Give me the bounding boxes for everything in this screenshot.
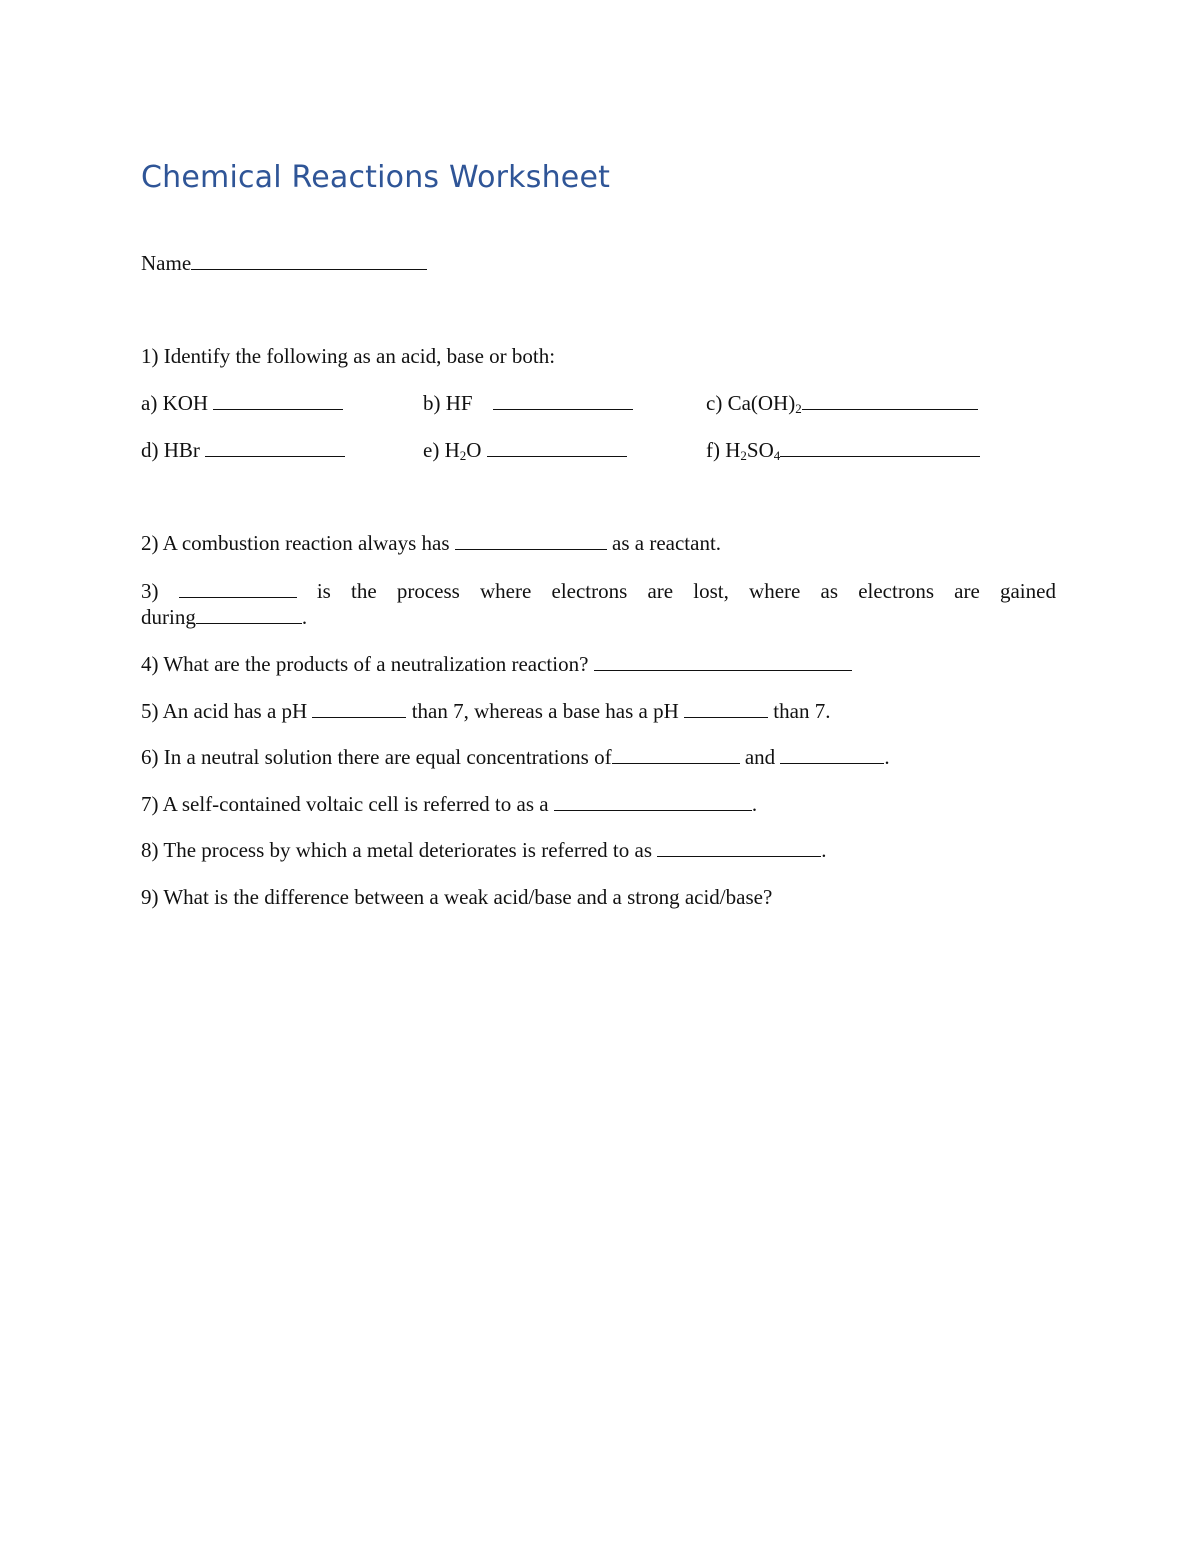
question-3-word: lost,: [693, 579, 729, 603]
question-3-word: process: [396, 579, 460, 603]
q1-item-c: [706, 390, 978, 416]
question-7-period: .: [751, 792, 758, 816]
q1-item-d: [141, 437, 345, 463]
question-3-word: where: [749, 579, 801, 603]
question-5-text-1: 5) An acid has a pH: [141, 699, 308, 723]
q1-item-a-label: a) KOH: [141, 391, 209, 415]
q1-item-f-label: f) H: [706, 438, 741, 462]
question-6-text-2: and: [744, 745, 776, 769]
question-3-blank-2[interactable]: [196, 605, 302, 624]
question-8-blank[interactable]: [657, 838, 821, 857]
question-3-word: electrons: [551, 579, 628, 603]
question-3-word: the: [351, 579, 377, 603]
question-3-during: during: [141, 605, 196, 629]
q1-item-a-blank[interactable]: [213, 391, 343, 410]
question-4-blank[interactable]: [594, 652, 852, 671]
q1-item-f-subscript-1: 2: [740, 448, 747, 463]
q1-item-a: [141, 390, 343, 416]
question-3-blank-1[interactable]: [179, 579, 297, 598]
q1-item-e-subscript: 2: [459, 448, 467, 463]
q1-item-b: [423, 390, 633, 416]
question-7-blank[interactable]: [554, 792, 752, 811]
q1-item-f-subscript-2: 4: [773, 448, 781, 463]
question-6-period: .: [884, 745, 890, 769]
question-3-word: as: [820, 579, 839, 603]
q1-item-d-label: d) HBr: [141, 438, 200, 462]
question-3-line-2: [141, 604, 307, 630]
q1-item-e-label: e) H: [423, 438, 460, 462]
name-label: Name: [141, 251, 192, 275]
question-5-blank-1[interactable]: [312, 699, 406, 718]
q1-item-e-blank[interactable]: [487, 438, 627, 457]
question-6: [141, 744, 890, 770]
question-3-word: are: [954, 579, 980, 603]
name-blank[interactable]: [191, 251, 427, 270]
question-2-blank[interactable]: [455, 531, 607, 550]
question-3-line-1: [141, 578, 1056, 604]
question-8-text: 8) The process by which a metal deteriorates is referred to as: [141, 838, 652, 862]
question-6-text-1: 6) In a neutral solution there are equal concentrations of: [141, 745, 612, 769]
question-5: [141, 698, 830, 724]
question-7: [141, 791, 757, 817]
question-2-text-after: as a reactant.: [612, 531, 722, 555]
q1-item-b-blank[interactable]: [493, 391, 633, 410]
question-2-text-before: 2) A combustion reaction always has: [141, 531, 450, 555]
q1-item-f: [706, 437, 980, 463]
name-row: [141, 250, 427, 276]
question-7-text: 7) A self-contained voltaic cell is referred to as a: [141, 792, 549, 816]
question-3-word: is: [316, 579, 331, 603]
q1-item-f-blank[interactable]: [780, 438, 980, 457]
question-5-blank-2[interactable]: [684, 699, 768, 718]
q1-item-c-subscript: 2: [795, 401, 802, 416]
q1-item-b-label: b) HF: [423, 391, 473, 415]
q1-item-f-suffix: SO: [746, 438, 774, 462]
question-3-word: are: [647, 579, 674, 603]
page-title: Chemical Reactions Worksheet: [141, 160, 611, 195]
q1-item-e-suffix: O: [466, 438, 482, 462]
question-4-text: 4) What are the products of a neutralization reaction?: [141, 652, 589, 676]
question-3-number: 3): [141, 579, 159, 603]
question-8-period: .: [821, 838, 827, 862]
question-6-blank-2[interactable]: [780, 745, 884, 764]
question-8: [141, 837, 827, 863]
question-9: 9) What is the difference between a weak acid/base and a strong acid/base?: [141, 885, 773, 909]
question-2: [141, 530, 721, 556]
question-1-prompt: 1) Identify the following as an acid, base or both:: [141, 344, 556, 368]
question-4: [141, 651, 852, 677]
q1-item-c-blank[interactable]: [802, 391, 978, 410]
q1-item-e: [423, 437, 627, 463]
question-5-text-2: than 7, whereas a base has a pH: [411, 699, 679, 723]
q1-item-d-blank[interactable]: [205, 438, 345, 457]
question-3-period: .: [301, 605, 308, 629]
q1-item-c-label: c) Ca(OH): [706, 391, 796, 415]
question-6-blank-1[interactable]: [612, 745, 740, 764]
question-3-word: gained: [999, 579, 1056, 603]
question-3-word: where: [480, 579, 532, 603]
question-3-word: electrons: [858, 579, 934, 603]
question-5-text-3: than 7.: [773, 699, 831, 723]
